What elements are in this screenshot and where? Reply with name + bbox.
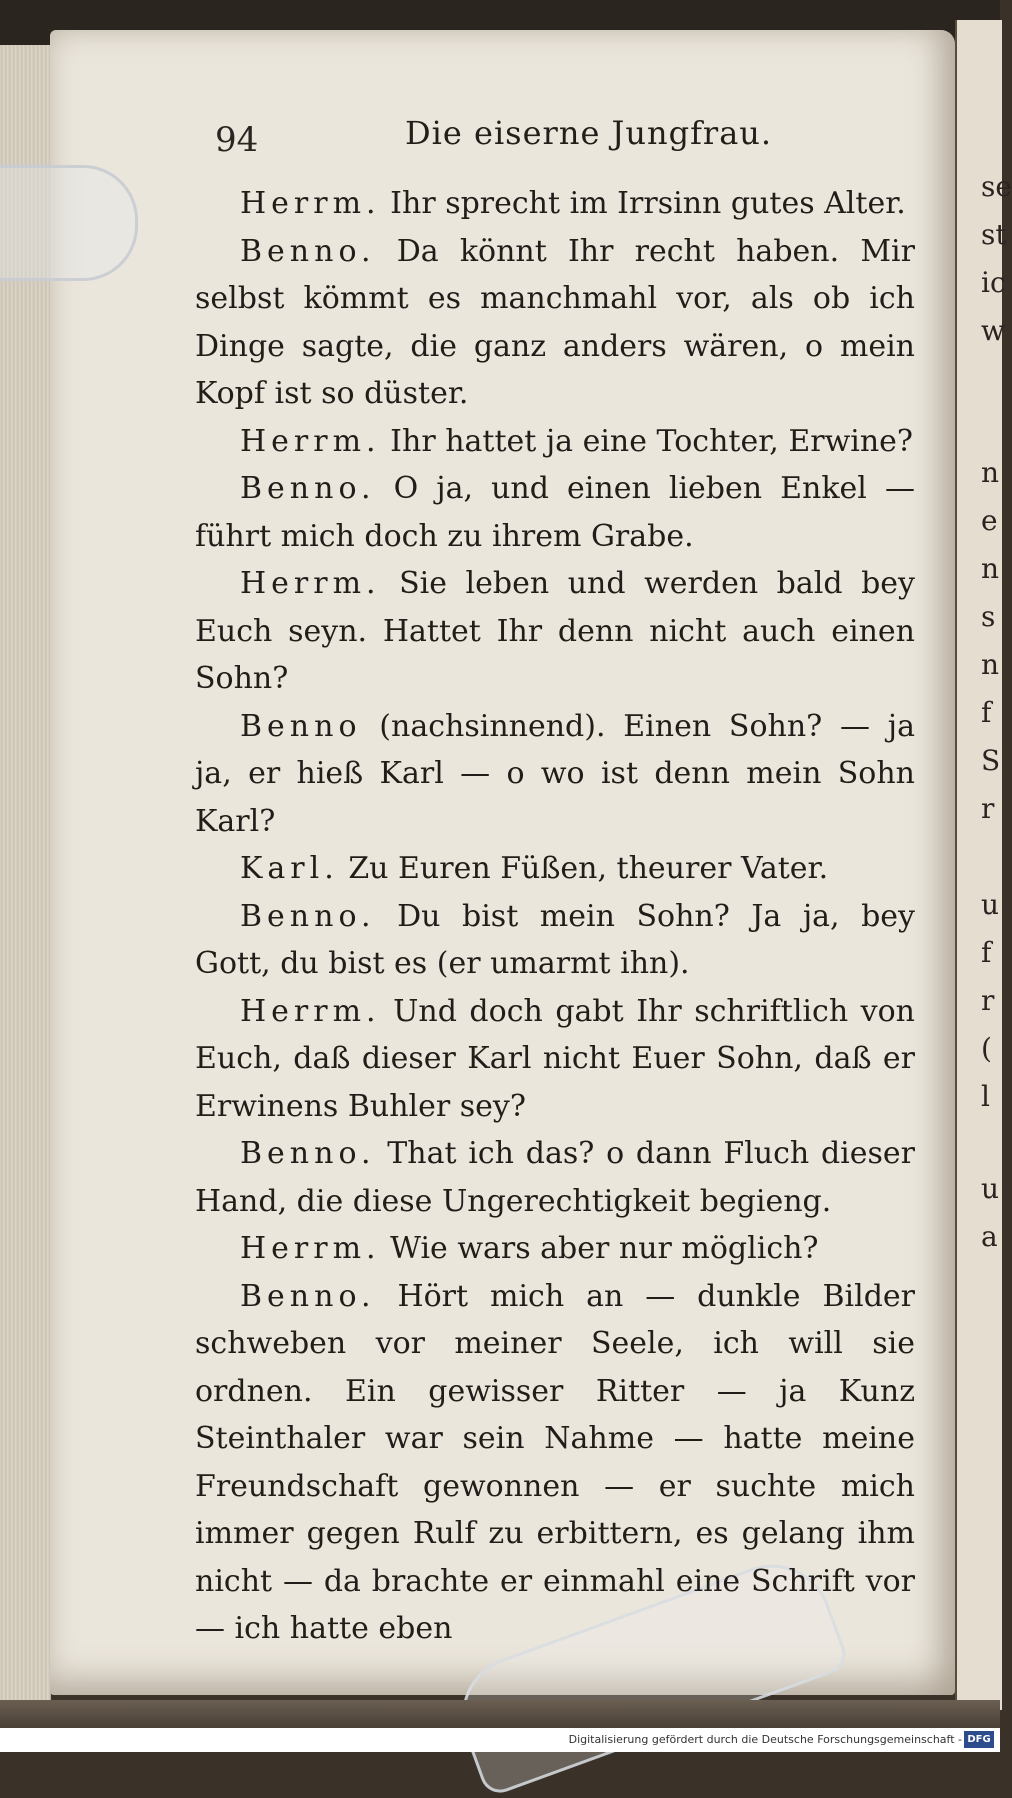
- running-title: Die eiserne Jungfrau.: [405, 114, 773, 152]
- dialogue-paragraph: [195, 1130, 915, 1225]
- dialogue-paragraph: [195, 1225, 915, 1273]
- speech-text: (nachsinnend). Einen Sohn? — ja ja, er hieß Karl — o wo ist denn mein Sohn Karl?: [195, 708, 915, 839]
- speaker-name: Herrm.: [240, 423, 381, 459]
- digitization-credit: Digitalisierung gefördert durch die Deutsche Forschungsgemeinschaft -: [568, 1733, 962, 1746]
- speech-text: That ich das? o dann Fluch dieser Hand, die diese Ungerechtigkeit begieng.: [195, 1136, 915, 1219]
- next-page-fragment: n: [981, 648, 1000, 681]
- next-page-fragment: e: [981, 504, 998, 537]
- dialogue-paragraph: [195, 1273, 915, 1653]
- next-page-fragment: w: [981, 314, 1005, 347]
- speech-text: Da könnt Ihr recht haben. Mir selbst kömmt es manchmahl vor, als ob ich Dinge sagte, die ganz anders wären, o mein Kopf ist so düster.: [195, 233, 915, 411]
- next-page-fragment: ic: [981, 266, 1006, 299]
- dfg-logo: DFG: [964, 1731, 994, 1748]
- next-page-fragment: S: [981, 744, 1001, 777]
- speaker-name: Herrm.: [240, 1231, 381, 1266]
- next-page-fragment: n: [981, 456, 1000, 489]
- speech-text: Zu Euren Füßen, theurer Vater.: [348, 851, 829, 886]
- next-page-fragment: u: [981, 1172, 1000, 1205]
- speech-text: Ihr sprecht im Irrsinn gutes Alter.: [390, 186, 906, 221]
- dialogue-paragraph: [195, 703, 915, 846]
- next-page-fragment: f: [981, 936, 992, 969]
- next-page-fragment: a: [981, 1220, 998, 1253]
- speech-text: Du bist mein Sohn? Ja ja, bey Gott, du bist es (er umarmt ihn).: [195, 898, 915, 981]
- next-page-fragment: (: [981, 1032, 992, 1065]
- next-page-fragment: r: [981, 984, 995, 1017]
- dialogue-paragraph: [195, 465, 915, 560]
- dialogue-paragraph: [195, 893, 915, 988]
- book-page-edges: [0, 45, 51, 1705]
- speech-text: O ja, und einen lieben Enkel — führt mich doch zu ihrem Grabe.: [195, 471, 915, 554]
- page-header: [215, 112, 915, 162]
- dialogue-paragraph: [195, 418, 915, 466]
- speaker-name: Benno.: [240, 1136, 376, 1171]
- speaker-name: Benno.: [240, 898, 376, 934]
- dialogue-paragraph: [195, 228, 915, 418]
- page-number: 94: [215, 120, 259, 160]
- next-page-fragment: s: [981, 600, 996, 633]
- next-page-fragment: r: [981, 792, 995, 825]
- dialogue-text: [195, 180, 915, 1653]
- book-bottom-edge: [0, 1700, 1000, 1728]
- speaker-name: Benno.: [240, 233, 376, 269]
- speaker-name: Benno.: [240, 1278, 376, 1314]
- next-page-fragment: u: [981, 888, 1000, 921]
- dialogue-paragraph: [195, 845, 915, 893]
- speech-text: Ihr hattet ja eine Tochter, Erwine?: [390, 423, 914, 459]
- next-page-fragment: f: [981, 696, 992, 729]
- speech-text: Hört mich an — dunkle Bilder schweben vor meiner Seele, ich will sie ordnen. Ein gewisser Ritter — ja Kunz Steinthaler war sein Nahme — hatte meine Freundschaft gewonnen — er suchte mich immer gegen Rulf zu erbittern, es gelang ihm nicht — da brachte er einmahl eine Schrift vor — ich hatte eben: [195, 1278, 915, 1646]
- next-page-edge: [955, 20, 1012, 1710]
- next-page-fragment: l: [981, 1080, 990, 1113]
- speaker-name: Benno: [240, 708, 362, 744]
- dialogue-paragraph: [195, 180, 915, 228]
- speech-text: Sie leben und werden bald bey Euch seyn. Hattet Ihr denn nicht auch einen Sohn?: [195, 566, 915, 696]
- next-page-fragment: n: [981, 552, 1000, 585]
- speaker-name: Herrm.: [240, 993, 381, 1029]
- speaker-name: Herrm.: [240, 566, 381, 601]
- speaker-name: Karl.: [240, 851, 339, 886]
- speech-text: Wie wars aber nur möglich?: [390, 1231, 819, 1266]
- speaker-name: Herrm.: [240, 186, 381, 221]
- dialogue-paragraph: [195, 560, 915, 703]
- speech-text: Und doch gabt Ihr schriftlich von Euch, daß dieser Karl nicht Euer Sohn, daß er Erwinens Buhler sey?: [195, 993, 915, 1124]
- next-page-fragment: st: [981, 218, 1007, 251]
- speaker-name: Benno.: [240, 471, 376, 506]
- next-page-fragment: se: [981, 170, 1012, 203]
- page-clip: [0, 165, 138, 281]
- dialogue-paragraph: [195, 988, 915, 1131]
